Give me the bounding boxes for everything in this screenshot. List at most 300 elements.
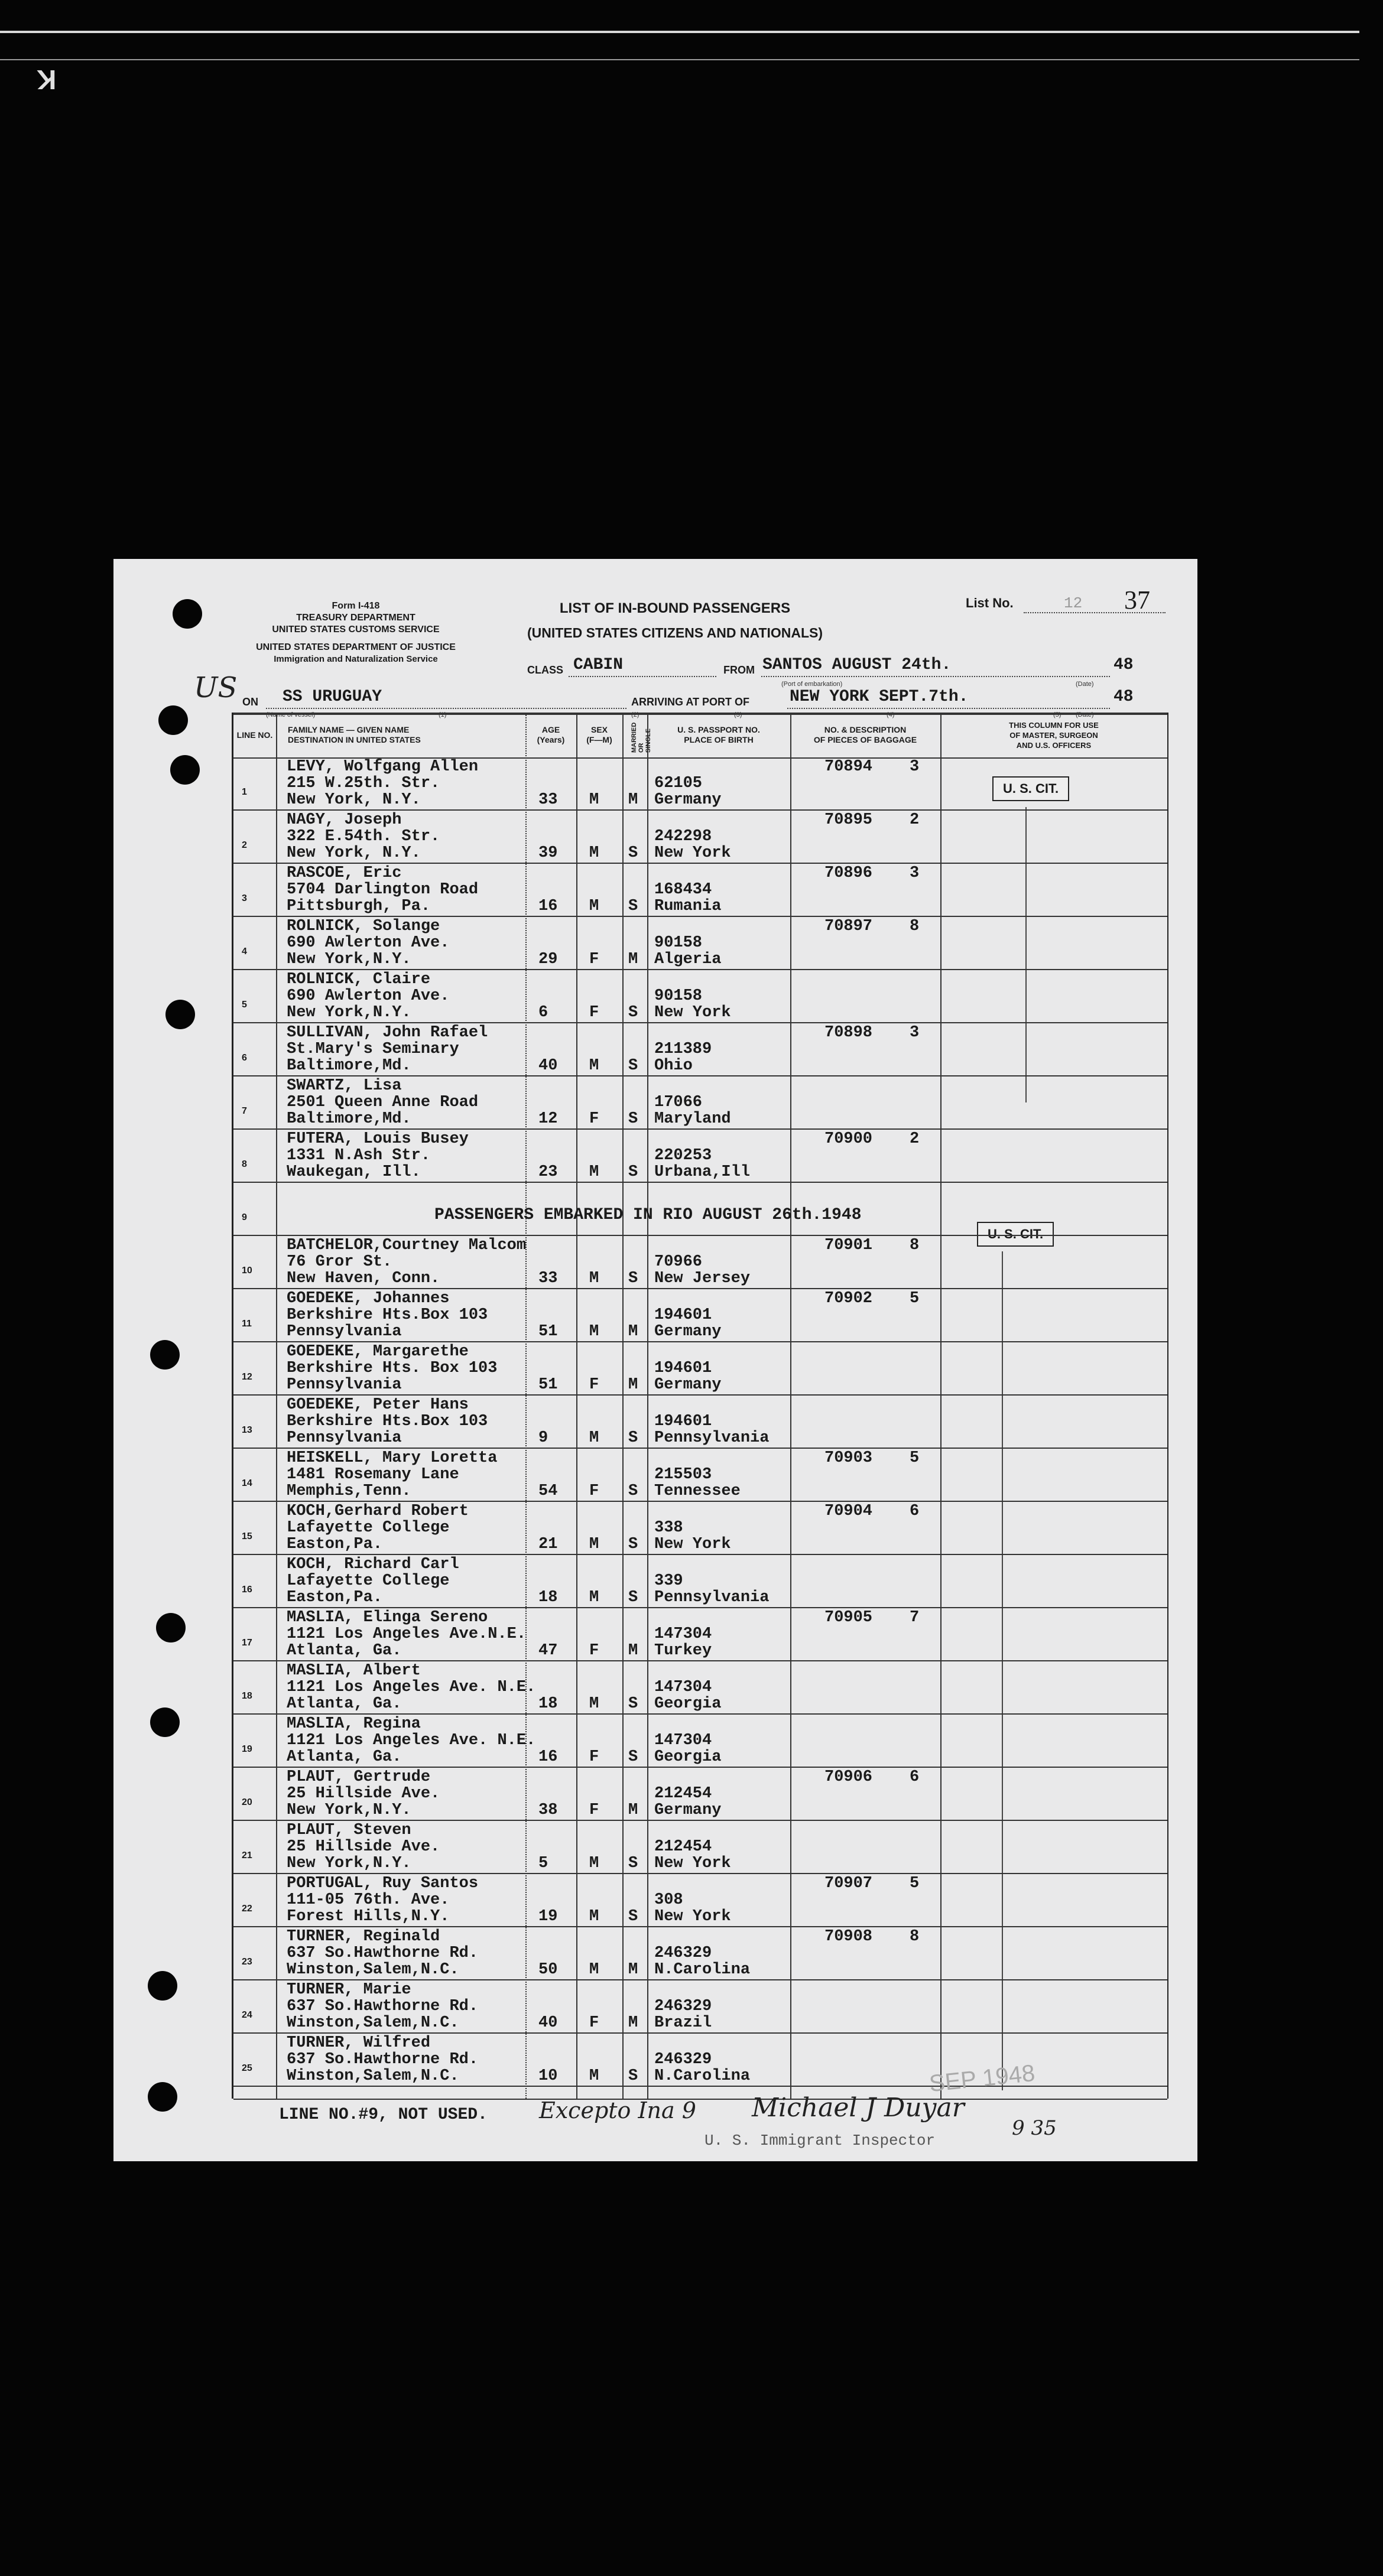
cell-age: 33 — [538, 791, 558, 809]
table-row — [233, 1289, 1167, 1342]
cell-pieces: 8 — [910, 1237, 920, 1254]
cell-addr2: New York,N.Y. — [287, 951, 411, 968]
arrival-year: 48 — [1113, 688, 1134, 706]
cell-addr1: 76 Gror St. — [287, 1253, 392, 1271]
cell-birth: Algeria — [654, 951, 722, 968]
cell-age: 54 — [538, 1482, 558, 1500]
cell-name: HEISKELL, Mary Loretta — [287, 1449, 498, 1467]
table-row — [233, 864, 1167, 917]
cell-sex: M — [589, 1163, 599, 1181]
header-name: FAMILY NAME — GIVEN NAME — [288, 725, 410, 734]
cell-passport: 339 — [654, 1572, 683, 1590]
line-number: 5 — [242, 1000, 247, 1010]
cell-birth: New York — [654, 1004, 731, 1022]
cell-birth: New York — [654, 1855, 731, 1872]
from-label: FROM — [723, 664, 755, 676]
date-caption-1: (Date) — [1076, 681, 1094, 688]
date-stamp: SEP 1948 — [928, 2060, 1037, 2097]
cell-passport: 194601 — [654, 1413, 712, 1430]
table-row — [233, 1183, 1167, 1236]
line-number: 20 — [242, 1797, 252, 1807]
rio-section-title: PASSENGERS EMBARKED IN RIO AUGUST 26th.1948 — [434, 1206, 862, 1224]
cell-sex: M — [589, 1855, 599, 1872]
cell-ms: S — [628, 1270, 638, 1287]
from-underline — [761, 676, 1110, 677]
cell-age: 40 — [538, 1057, 558, 1075]
col-num-5: (5) — [1053, 711, 1061, 718]
cell-name: ROLNICK, Claire — [287, 971, 431, 988]
manifest-title — [492, 600, 858, 641]
cell-sex: M — [589, 1057, 599, 1075]
passenger-table — [232, 713, 1168, 2099]
punch-hole — [148, 2082, 177, 2112]
cell-addr1: 637 So.Hawthorne Rd. — [287, 1944, 479, 1962]
cell-ms: S — [628, 1908, 638, 1926]
cell-name: GOEDEKE, Peter Hans — [287, 1396, 469, 1414]
cell-birth: Georgia — [654, 1748, 722, 1766]
cell-age: 16 — [538, 1748, 558, 1766]
cell-passport: 147304 — [654, 1679, 712, 1696]
cell-name: GOEDEKE, Margarethe — [287, 1343, 469, 1361]
cell-name: ROLNICK, Solange — [287, 918, 440, 935]
cell-ms: S — [628, 1695, 638, 1713]
cell-ms: S — [628, 1536, 638, 1553]
cell-addr2: Baltimore,Md. — [287, 1110, 411, 1128]
col-num-1: (1) — [439, 711, 447, 718]
line-number: 1 — [242, 787, 247, 797]
cell-passport: 62105 — [654, 775, 703, 792]
cell-bag: 70906 — [824, 1768, 873, 1786]
header-age — [525, 713, 576, 757]
cell-sex: F — [589, 1376, 599, 1394]
cell-bag: 70900 — [824, 1130, 873, 1148]
cell-passport: 246329 — [654, 1944, 712, 1962]
cell-ms: M — [628, 1801, 638, 1819]
cell-name: KOCH, Richard Carl — [287, 1556, 459, 1573]
cell-pieces: 6 — [910, 1502, 920, 1520]
cell-addr1: 215 W.25th. Str. — [287, 775, 440, 792]
cell-passport: 17066 — [654, 1094, 703, 1111]
film-top-edge-secondary — [0, 59, 1359, 60]
cell-passport: 147304 — [654, 1625, 712, 1643]
cell-age: 39 — [538, 844, 558, 862]
punch-hole — [165, 1000, 195, 1029]
cell-addr2: New York,N.Y. — [287, 1801, 411, 1819]
table-row — [233, 1927, 1167, 1980]
treasury-dept: TREASURY DEPARTMENT — [296, 613, 415, 623]
cell-passport: 338 — [654, 1519, 683, 1537]
cell-sex: F — [589, 2014, 599, 2032]
line-number: 4 — [242, 947, 247, 957]
cell-bag: 70894 — [824, 758, 873, 776]
cell-addr1: 690 Awlerton Ave. — [287, 934, 450, 952]
header-birth-label: PLACE OF BIRTH — [684, 735, 754, 744]
header-officers-1: THIS COLUMN FOR USE — [1009, 720, 1099, 730]
cell-name: MASLIA, Elinga Sereno — [287, 1609, 488, 1627]
inspector-title: U. S. Immigrant Inspector — [705, 2132, 936, 2149]
vessel-caption: (Name of vessel) — [266, 711, 316, 718]
cell-sex: M — [589, 2067, 599, 2085]
cell-birth: Germany — [654, 1801, 722, 1819]
date-caption-2: (Date) — [1076, 711, 1094, 718]
cell-birth: Urbana,Ill — [654, 1163, 751, 1181]
cell-pieces: 3 — [910, 1024, 920, 1042]
cell-bag: 70898 — [824, 1024, 873, 1042]
cell-addr2: Baltimore,Md. — [287, 1057, 411, 1075]
list-no-faded: 12 — [1064, 594, 1083, 612]
cell-birth: Maryland — [654, 1110, 731, 1128]
table-row — [233, 1821, 1167, 1874]
cell-pieces: 8 — [910, 918, 920, 935]
cell-sex: F — [589, 1482, 599, 1500]
cell-name: MASLIA, Albert — [287, 1662, 421, 1680]
cell-name: GOEDEKE, Johannes — [287, 1290, 450, 1307]
cell-addr2: Winston,Salem,N.C. — [287, 2014, 459, 2032]
cell-age: 33 — [538, 1270, 558, 1287]
cell-age: 6 — [538, 1004, 548, 1022]
class-underline — [569, 676, 716, 677]
punch-hole — [158, 705, 188, 735]
cell-age: 5 — [538, 1855, 548, 1872]
cell-name: MASLIA, Regina — [287, 1715, 421, 1733]
cell-age: 16 — [538, 897, 558, 915]
cell-sex: M — [589, 1536, 599, 1553]
line-number: 21 — [242, 1850, 252, 1861]
from-value: SANTOS AUGUST 24th. — [762, 656, 952, 674]
cell-addr2: Easton,Pa. — [287, 1589, 383, 1606]
justice-dept: UNITED STATES DEPARTMENT OF JUSTICE — [256, 642, 456, 652]
on-label: ON — [242, 696, 258, 708]
cell-ms: M — [628, 1642, 638, 1660]
table-row — [233, 1980, 1167, 2034]
cell-addr2: Pittsburgh, Pa. — [287, 897, 431, 915]
cell-age: 47 — [538, 1642, 558, 1660]
cell-name: SWARTZ, Lisa — [287, 1077, 402, 1095]
header-name-dest — [276, 713, 537, 757]
cell-sex: F — [589, 1110, 599, 1128]
cell-addr2: Waukegan, Ill. — [287, 1163, 421, 1181]
cell-passport: 211389 — [654, 1040, 712, 1058]
cell-passport: 220253 — [654, 1147, 712, 1165]
cell-passport: 246329 — [654, 1998, 712, 2015]
header-passport-label: U. S. PASSPORT NO. — [677, 725, 760, 734]
cell-ms: M — [628, 2014, 638, 2032]
cell-passport: 90158 — [654, 987, 703, 1005]
line-number: 9 — [242, 1212, 247, 1222]
table-row — [233, 1608, 1167, 1661]
line-number: 10 — [242, 1266, 252, 1276]
cell-birth: N.Carolina — [654, 2067, 751, 2085]
line-number: 17 — [242, 1638, 252, 1648]
table-row — [233, 970, 1167, 1023]
cell-addr2: New York,N.Y. — [287, 1004, 411, 1022]
cell-addr1: Lafayette College — [287, 1572, 450, 1590]
cell-birth: Rumania — [654, 897, 722, 915]
cell-pieces: 5 — [910, 1449, 920, 1467]
cell-age: 38 — [538, 1801, 558, 1819]
cell-addr1: 637 So.Hawthorne Rd. — [287, 1998, 479, 2015]
cell-addr1: 25 Hillside Ave. — [287, 1785, 440, 1803]
line-number: 16 — [242, 1585, 252, 1595]
cell-age: 50 — [538, 1961, 558, 1979]
cell-passport: 168434 — [654, 881, 712, 899]
cell-birth: Germany — [654, 1376, 722, 1394]
cell-name: NAGY, Joseph — [287, 811, 402, 829]
cell-age: 23 — [538, 1163, 558, 1181]
cell-age: 29 — [538, 951, 558, 968]
cell-name: PORTUGAL, Ruy Santos — [287, 1875, 479, 1892]
header-baggage-sub: OF PIECES OF BAGGAGE — [813, 735, 917, 744]
table-row — [233, 1449, 1167, 1502]
cell-name: LEVY, Wolfgang Allen — [287, 758, 479, 776]
arrival-underline — [787, 708, 1110, 709]
cell-bag: 70902 — [824, 1290, 873, 1307]
class-value: CABIN — [573, 656, 624, 674]
cell-birth: Tennessee — [654, 1482, 741, 1500]
cell-ms: S — [628, 1163, 638, 1181]
cell-sex: F — [589, 1642, 599, 1660]
cell-name: FUTERA, Louis Busey — [287, 1130, 469, 1148]
line-number: 22 — [242, 1904, 252, 1914]
cell-addr1: 5704 Darlington Road — [287, 881, 479, 899]
cell-addr1: 2501 Queen Anne Road — [287, 1094, 479, 1111]
table-row — [233, 917, 1167, 970]
cell-pieces: 5 — [910, 1875, 920, 1892]
line-number: 7 — [242, 1106, 247, 1116]
cell-addr1: St.Mary's Seminary — [287, 1040, 459, 1058]
cell-ms: S — [628, 1429, 638, 1447]
line-number: 25 — [242, 2063, 252, 2073]
cell-bag: 70908 — [824, 1928, 873, 1946]
cell-ms: S — [628, 1110, 638, 1128]
cell-addr1: Lafayette College — [287, 1519, 450, 1537]
punch-hole — [156, 1613, 186, 1642]
cell-sex: M — [589, 1695, 599, 1713]
table-row — [233, 811, 1167, 864]
header-age-label: AGE — [541, 725, 560, 734]
table-row — [233, 1076, 1167, 1130]
cell-addr2: New York,N.Y. — [287, 1855, 411, 1872]
cell-birth: N.Carolina — [654, 1961, 751, 1979]
customs-service: UNITED STATES CUSTOMS SERVICE — [272, 625, 440, 635]
line-number: 13 — [242, 1425, 252, 1435]
cell-addr2: Atlanta, Ga. — [287, 1748, 402, 1766]
us-handwritten-mark: US — [194, 671, 238, 704]
header-officers — [940, 713, 1167, 757]
film-marker: K — [37, 64, 57, 95]
header-baggage-label: NO. & DESCRIPTION — [824, 725, 907, 734]
signature-suffix: 9 35 — [1012, 2116, 1057, 2140]
cell-ms: M — [628, 791, 638, 809]
col-num-4: (4) — [887, 711, 895, 718]
cell-ms: S — [628, 844, 638, 862]
title-line-1: LIST OF IN-BOUND PASSENGERS — [559, 600, 791, 616]
cell-passport: 212454 — [654, 1838, 712, 1856]
cell-passport: 194601 — [654, 1359, 712, 1377]
cell-ms: S — [628, 1855, 638, 1872]
cell-addr1: 637 So.Hawthorne Rd. — [287, 2051, 479, 2068]
form-number: Form I-418 — [332, 601, 380, 611]
line-number: 3 — [242, 893, 247, 903]
vessel-underline — [266, 708, 626, 709]
cell-name: PLAUT, Steven — [287, 1822, 411, 1839]
cell-ms: S — [628, 2067, 638, 2085]
ins-service: Immigration and Naturalization Service — [274, 654, 438, 664]
punch-hole — [150, 1707, 180, 1737]
header-sex-sub: (F—M) — [586, 735, 612, 744]
line-number: 2 — [242, 840, 247, 850]
cell-pieces: 6 — [910, 1768, 920, 1786]
cell-age: 19 — [538, 1908, 558, 1926]
cell-addr1: Berkshire Hts.Box 103 — [287, 1413, 488, 1430]
cell-name: TURNER, Reginald — [287, 1928, 440, 1946]
cell-passport: 212454 — [654, 1785, 712, 1803]
punch-hole — [150, 1340, 180, 1370]
cell-addr2: New York, N.Y. — [287, 844, 421, 862]
cell-passport: 246329 — [654, 2051, 712, 2068]
cell-sex: M — [589, 1270, 599, 1287]
cell-addr2: Winston,Salem,N.C. — [287, 2067, 459, 2085]
cell-birth: New Jersey — [654, 1270, 751, 1287]
cell-addr2: New Haven, Conn. — [287, 1270, 440, 1287]
line-number: 8 — [242, 1159, 247, 1169]
cell-birth: Germany — [654, 791, 722, 809]
cell-ms: M — [628, 951, 638, 968]
cell-addr2: Pennsylvania — [287, 1323, 402, 1341]
us-cit-box-rio: U. S. CIT. — [977, 1222, 1054, 1247]
class-label: CLASS — [527, 664, 564, 676]
cell-addr2: Memphis,Tenn. — [287, 1482, 411, 1500]
cell-addr2: Easton,Pa. — [287, 1536, 383, 1553]
line-number: 24 — [242, 2010, 252, 2020]
cell-pieces: 5 — [910, 1290, 920, 1307]
cell-age: 21 — [538, 1536, 558, 1553]
cell-sex: M — [589, 1323, 599, 1341]
vessel-name: SS URUGUAY — [283, 688, 382, 706]
line-number: 23 — [242, 1957, 252, 1967]
cell-birth: New York — [654, 1536, 731, 1553]
header-destination: DESTINATION IN UNITED STATES — [288, 735, 421, 744]
cell-ms: S — [628, 1748, 638, 1766]
cell-addr1: 690 Awlerton Ave. — [287, 987, 450, 1005]
cell-bag: 70903 — [824, 1449, 873, 1467]
table-bottom-border — [233, 2099, 1167, 2100]
footer-note: LINE NO.#9, NOT USED. — [279, 2106, 488, 2124]
cell-bag: 70901 — [824, 1237, 873, 1254]
header-passport — [647, 713, 790, 757]
cell-sex: M — [589, 791, 599, 809]
table-row — [233, 1874, 1167, 1927]
line-number: 19 — [242, 1744, 252, 1754]
handwritten-note: Excepto Ina 9 — [539, 2097, 696, 2123]
line-number: 18 — [242, 1691, 252, 1701]
table-row — [233, 1661, 1167, 1715]
cell-age: 40 — [538, 2014, 558, 2032]
cell-ms: M — [628, 1323, 638, 1341]
table-row — [233, 1023, 1167, 1076]
cell-addr1: Berkshire Hts.Box 103 — [287, 1306, 488, 1324]
table-row — [233, 1768, 1167, 1821]
cell-age: 51 — [538, 1376, 558, 1394]
line-number: 12 — [242, 1372, 252, 1382]
col-num-3: (3) — [734, 711, 742, 718]
cell-birth: Brazil — [654, 2014, 712, 2032]
cell-birth: Pennsylvania — [654, 1589, 770, 1606]
cell-pieces: 2 — [910, 811, 920, 829]
cell-addr2: Pennsylvania — [287, 1376, 402, 1394]
cell-birth: New York — [654, 844, 731, 862]
cell-bag: 70896 — [824, 864, 873, 882]
film-top-edge — [0, 31, 1359, 33]
line-number: 11 — [242, 1319, 252, 1329]
cell-pieces: 3 — [910, 758, 920, 776]
cell-passport: 308 — [654, 1891, 683, 1909]
cell-name: KOCH,Gerhard Robert — [287, 1502, 469, 1520]
cell-sex: M — [589, 1961, 599, 1979]
arrival-value: NEW YORK SEPT.7th. — [790, 688, 969, 706]
col-num-2: (2) — [631, 711, 639, 718]
form-agency-block — [202, 600, 509, 665]
cell-addr2: Atlanta, Ga. — [287, 1642, 402, 1660]
cell-birth: New York — [654, 1908, 731, 1926]
table-row — [233, 1130, 1167, 1183]
cell-pieces: 7 — [910, 1609, 920, 1627]
cell-name: TURNER, Marie — [287, 1981, 411, 1999]
punch-hole — [170, 755, 200, 785]
cell-sex: F — [589, 951, 599, 968]
cell-birth: Georgia — [654, 1695, 722, 1713]
cell-passport: 242298 — [654, 828, 712, 845]
cell-pieces: 8 — [910, 1928, 920, 1946]
table-row — [233, 1715, 1167, 1768]
cell-age: 12 — [538, 1110, 558, 1128]
cell-addr2: New York, N.Y. — [287, 791, 421, 809]
cell-addr1: 1331 N.Ash Str. — [287, 1147, 431, 1165]
cell-ms: M — [628, 1961, 638, 1979]
cell-name: TURNER, Wilfred — [287, 2034, 431, 2052]
cell-name: SULLIVAN, John Rafael — [287, 1024, 488, 1042]
cell-birth: Pennsylvania — [654, 1429, 770, 1447]
header-married: MARRIED OR SINGLE — [631, 722, 652, 753]
header-sex-label: SEX — [590, 725, 608, 734]
line-number: 6 — [242, 1053, 247, 1063]
cell-addr1: 1121 Los Angeles Ave.N.E. — [287, 1625, 527, 1643]
cell-addr2: Pennsylvania — [287, 1429, 402, 1447]
cell-age: 10 — [538, 2067, 558, 2085]
header-sex — [576, 713, 622, 757]
table-row — [233, 1236, 1167, 1289]
port-caption: (Port of embarkation) — [781, 681, 843, 688]
list-no-value: 37 — [1124, 586, 1150, 614]
cell-age: 9 — [538, 1429, 548, 1447]
cell-sex: M — [589, 897, 599, 915]
from-year: 48 — [1113, 656, 1134, 674]
cell-sex: F — [589, 1748, 599, 1766]
cell-ms: S — [628, 1589, 638, 1606]
cell-birth: Germany — [654, 1323, 722, 1341]
cell-passport: 194601 — [654, 1306, 712, 1324]
cell-name: RASCOE, Eric — [287, 864, 402, 882]
cell-addr1: Berkshire Hts. Box 103 — [287, 1359, 498, 1377]
cell-ms: S — [628, 1004, 638, 1022]
cell-pieces: 2 — [910, 1130, 920, 1148]
cell-ms: S — [628, 1482, 638, 1500]
cell-addr1: 322 E.54th. Str. — [287, 828, 440, 845]
table-row — [233, 1342, 1167, 1396]
cell-addr1: 111-05 76th. Ave. — [287, 1891, 450, 1909]
header-baggage — [790, 713, 940, 757]
cell-addr1: 25 Hillside Ave. — [287, 1838, 440, 1856]
